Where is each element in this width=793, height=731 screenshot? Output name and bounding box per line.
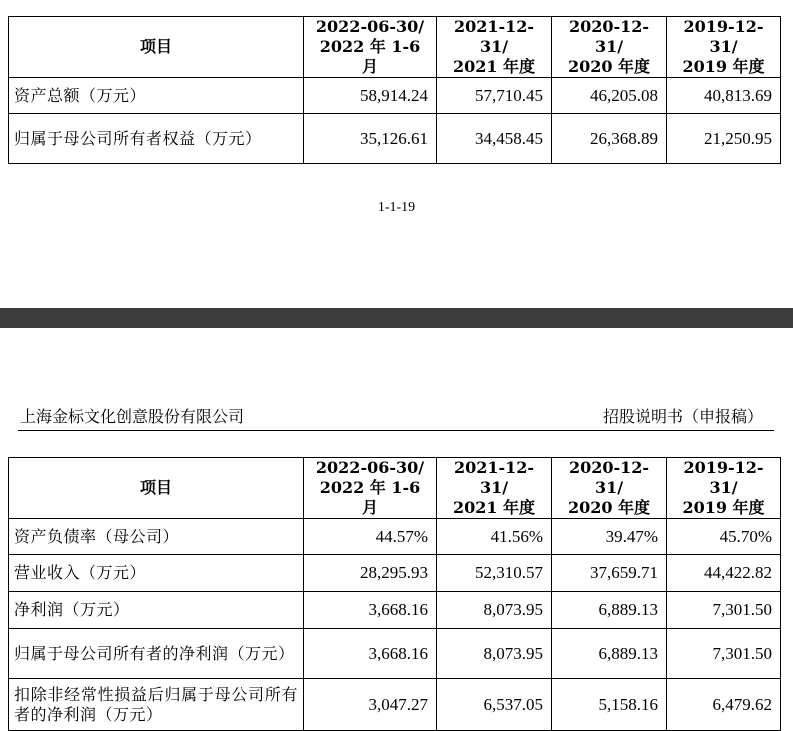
cell-value: 5,158.16 [552, 679, 667, 731]
col-header-line: 2022 年 1-6 月 [319, 478, 421, 517]
page-number: 1-1-19 [377, 200, 416, 215]
col-header-line: 2021-12-31/ [453, 458, 535, 497]
cell-value: 3,047.27 [304, 679, 437, 731]
col-header-line: 2021 年度 [452, 57, 536, 76]
cell-value: 57,710.45 [437, 78, 552, 114]
table-header-row [9, 458, 781, 519]
table-row [9, 592, 781, 629]
cell-value: 44,422.82 [667, 555, 781, 592]
col-header-2022h1 [304, 458, 437, 519]
row-label: 资产负债率（母公司） [9, 519, 304, 555]
financial-table-top [8, 16, 781, 164]
col-header-line: 2020-12-31/ [568, 458, 650, 497]
cell-value: 6,889.13 [552, 592, 667, 629]
cell-value: 3,668.16 [304, 592, 437, 629]
document-type: 招股说明书（申报稿） [602, 407, 763, 426]
col-header-line: 2021 年度 [452, 498, 536, 517]
cell-value: 6,889.13 [552, 629, 667, 679]
col-header-line: 2020 年度 [567, 57, 651, 76]
col-header-2020 [552, 17, 667, 78]
col-header-item: 项目 [9, 458, 304, 519]
cell-value: 52,310.57 [437, 555, 552, 592]
cell-value: 44.57% [304, 519, 437, 555]
col-header-2019 [667, 458, 781, 519]
col-header-2022h1 [304, 17, 437, 78]
cell-value: 39.47% [552, 519, 667, 555]
cell-value: 58,914.24 [304, 78, 437, 114]
cell-value: 7,301.50 [667, 629, 781, 679]
cell-value: 37,659.71 [552, 555, 667, 592]
cell-value: 41.56% [437, 519, 552, 555]
cell-value: 8,073.95 [437, 592, 552, 629]
col-header-line: 2019-12-31/ [683, 458, 764, 497]
company-name: 上海金标文化创意股份有限公司 [20, 407, 245, 426]
table-header-row [9, 17, 781, 78]
col-header-line: 2021-12-31/ [453, 17, 535, 56]
cell-value: 34,458.45 [437, 114, 552, 164]
cell-value: 40,813.69 [667, 78, 781, 114]
cell-value: 6,479.62 [667, 679, 781, 731]
col-header-line: 2022-06-30/ [315, 17, 425, 36]
col-header-line: 2019 年度 [682, 57, 765, 76]
row-label: 扣除非经常性损益后归属于母公司所有者的净利润（万元） [9, 679, 304, 731]
row-label: 归属于母公司所有者权益（万元） [9, 114, 304, 164]
col-header-line: 2020 年度 [567, 498, 651, 517]
table-row [9, 519, 781, 555]
col-header-line: 2022 年 1-6 月 [319, 37, 421, 76]
row-label: 资产总额（万元） [9, 78, 304, 114]
table-row [9, 555, 781, 592]
col-header-line: 2020-12-31/ [568, 17, 650, 56]
financial-table-bottom [8, 457, 781, 731]
col-header-2021 [437, 17, 552, 78]
cell-value: 6,537.05 [437, 679, 552, 731]
cell-value: 3,668.16 [304, 629, 437, 679]
cell-value: 46,205.08 [552, 78, 667, 114]
table-row [9, 114, 781, 164]
row-label: 净利润（万元） [9, 592, 304, 629]
col-header-line: 2022-06-30/ [315, 458, 425, 477]
cell-value: 45.70% [667, 519, 781, 555]
cell-value: 28,295.93 [304, 555, 437, 592]
cell-value: 7,301.50 [667, 592, 781, 629]
col-header-2020 [552, 458, 667, 519]
cell-value: 35,126.61 [304, 114, 437, 164]
table-row [9, 679, 781, 731]
col-header-item: 项目 [9, 17, 304, 78]
table-row [9, 629, 781, 679]
cell-value: 26,368.89 [552, 114, 667, 164]
row-label: 归属于母公司所有者的净利润（万元） [9, 629, 304, 679]
header-rule [18, 430, 774, 431]
cell-value: 21,250.95 [667, 114, 781, 164]
col-header-2019 [667, 17, 781, 78]
col-header-2021 [437, 458, 552, 519]
row-label: 营业收入（万元） [9, 555, 304, 592]
cell-value: 8,073.95 [437, 629, 552, 679]
page-separator [0, 308, 793, 328]
col-header-line: 2019 年度 [682, 498, 765, 517]
table-row [9, 78, 781, 114]
col-header-line: 2019-12-31/ [683, 17, 764, 56]
